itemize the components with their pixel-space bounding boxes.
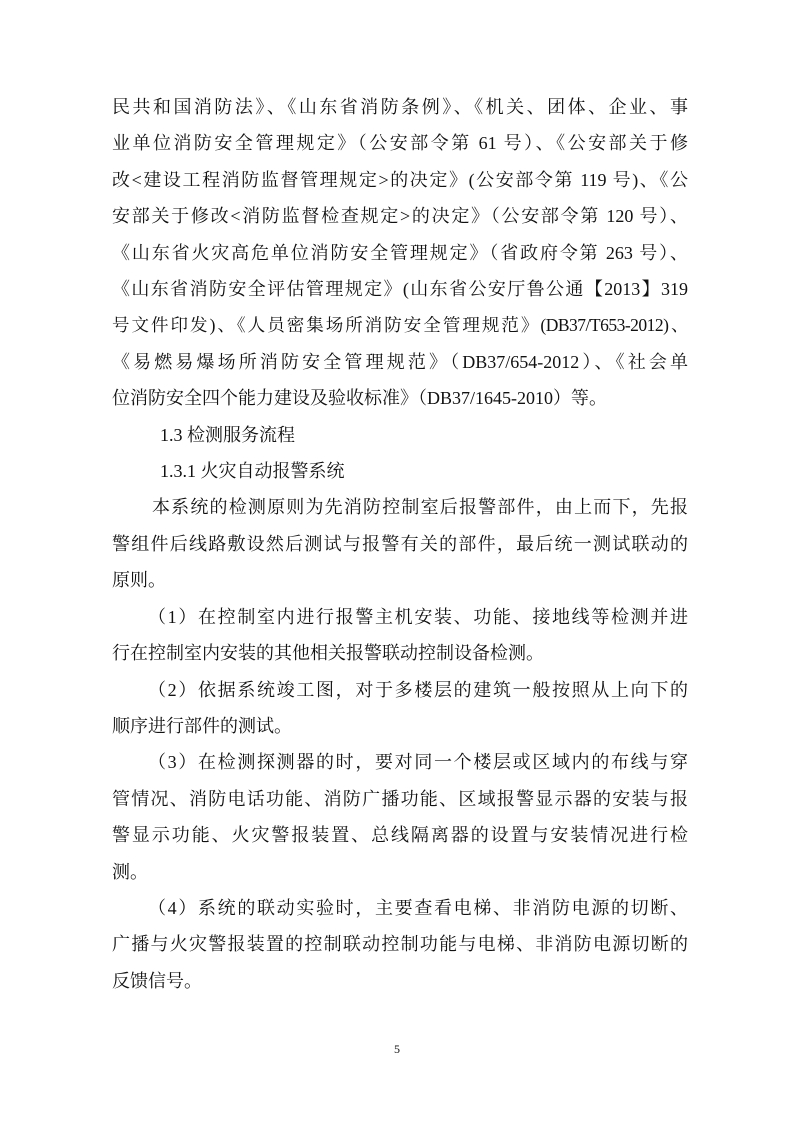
text-line: （1）在控制室内进行报警主机安装、功能、接地线等检测并进 — [148, 606, 688, 627]
text-line: 业单位消防安全管理规定》（公安部令第 61 号）、《公安部关于修 — [112, 133, 688, 154]
text-line: （2）依据系统竣工图，对于多楼层的建筑一般按照从上向下的 — [148, 679, 688, 700]
text-line: 《山东省消防安全评估管理规定》(山东省公安厅鲁公通【2013】319 — [112, 279, 688, 300]
text-line: （3）在检测探测器的时，要对同一个楼层或区域内的布线与穿 — [148, 752, 688, 773]
text-line: 安部关于修改<消防监督检查规定>的决定》（公安部令第 120 号）、 — [112, 206, 688, 227]
subsection-heading: 1.3.1 火灾自动报警系统 — [160, 461, 345, 482]
text-line: 原则。 — [112, 570, 166, 591]
step-1 — [112, 599, 688, 672]
text-line: （4）系统的联动实验时，主要查看电梯、非消防电源的切断、 — [148, 897, 688, 918]
section-heading: 1.3 检测服务流程 — [160, 424, 295, 445]
text-line: 改<建设工程消防监督管理规定>的决定》(公安部令第 119 号)、《公 — [112, 169, 688, 190]
text-line: 行在控制室内安装的其他相关报警联动控制设备检测。 — [112, 643, 544, 664]
text-line: 民共和国消防法》、《山东省消防条例》、《机关、团体、企业、事 — [112, 97, 688, 117]
text-line: 警显示功能、火灾警报装置、总线隔离器的设置与安装情况进行检 — [112, 825, 688, 846]
step-2 — [112, 672, 688, 745]
intro-paragraph — [112, 489, 688, 598]
continued-paragraph — [112, 89, 688, 417]
text-line: 本系统的检测原则为先消防控制室后报警部件，由上而下，先报 — [152, 497, 688, 518]
step-3 — [112, 744, 688, 890]
text-line: 顺序进行部件的测试。 — [112, 715, 292, 736]
text-line: 测。 — [112, 861, 148, 882]
step-4 — [112, 890, 688, 999]
text-line: 管情况、消防电话功能、消防广播功能、区域报警显示器的安装与报 — [112, 788, 688, 809]
text-line: 《易燃易爆场所消防安全管理规范》（DB37/654-2012）、《社会单 — [112, 351, 688, 372]
text-line: 反馈信号。 — [112, 970, 202, 991]
body-text — [112, 89, 688, 999]
page-number: 5 — [394, 1042, 400, 1056]
text-line: 警组件后线路敷设然后测试与报警有关的部件，最后统一测试联动的 — [112, 533, 688, 554]
text-line: 广播与火灾警报装置的控制联动控制功能与电梯、非消防电源切断的 — [112, 934, 688, 955]
text-line: 位消防安全四个能力建设及验收标准》（DB37/1645-2010）等。 — [112, 388, 607, 409]
text-line: 号文件印发)、《人员密集场所消防安全管理规范》(DB37/T653-2012)、 — [112, 315, 688, 336]
text-line: 《山东省火灾高危单位消防安全管理规定》（省政府令第 263 号）、 — [112, 242, 688, 263]
